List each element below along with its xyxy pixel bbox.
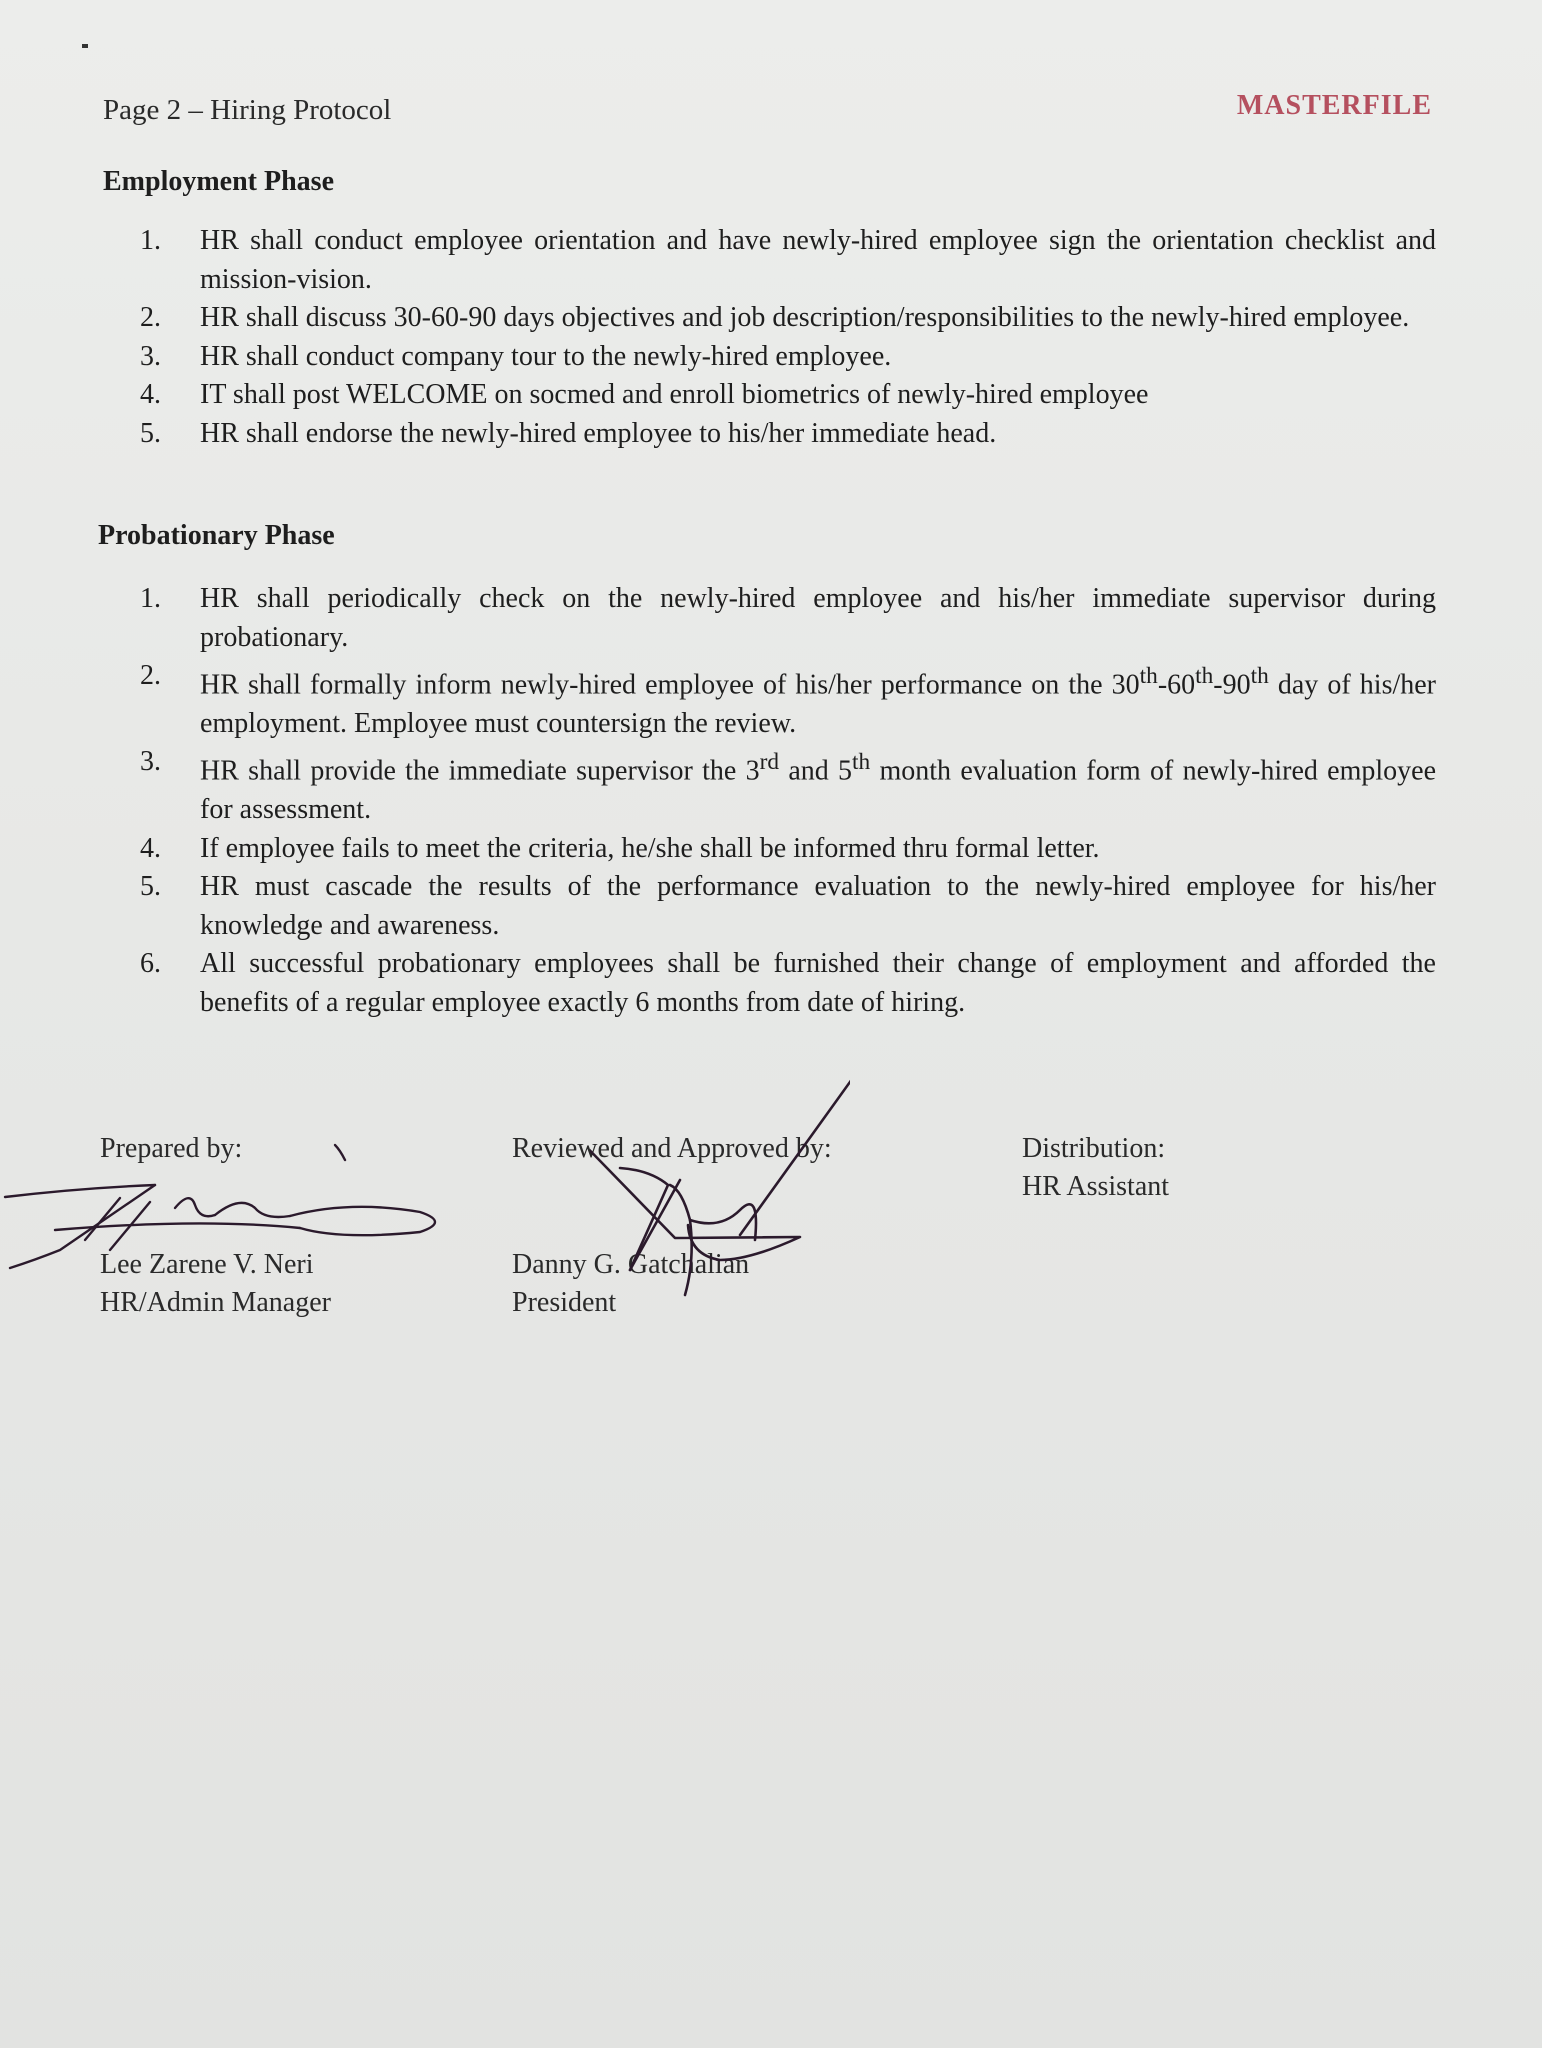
employment-phase-list	[140, 222, 1436, 453]
ordinal-suffix: th	[1139, 663, 1158, 689]
list-item	[140, 657, 1436, 743]
step-number: 1.	[140, 583, 161, 614]
signature-stroke	[5, 1185, 155, 1197]
step-text-part: day of his/her employment. Employee must countersign the review.	[200, 669, 1436, 739]
list-item	[140, 299, 1436, 338]
list-item	[140, 415, 1436, 454]
approver-signature	[590, 1060, 850, 1360]
step-text: HR must cascade the results of the performance evaluation to the newly-hired employee for his/her knowledge and awareness.	[200, 871, 1436, 941]
step-number: 3.	[140, 340, 161, 372]
list-item	[140, 945, 1436, 1022]
step-number: 1.	[140, 225, 161, 256]
step-number: 2.	[140, 302, 161, 333]
step-text: HR shall discuss 30-60-90 days objectives and job description/responsibilities to the newly-hired employee.	[200, 302, 1410, 333]
approver-name: Danny G. Gatchalian	[512, 1249, 750, 1280]
signature-stroke	[670, 1185, 692, 1295]
step-text-part: HR shall formally inform newly-hired employee of his/her performance on the 30	[200, 669, 1140, 701]
step-text: HR shall conduct company tour to the newly-hired employee.	[200, 340, 892, 372]
page-header-label: Page 2 – Hiring Protocol	[103, 94, 392, 126]
list-item	[140, 743, 1436, 829]
step-text-part: -60	[1157, 669, 1196, 701]
signature-stroke	[690, 1204, 756, 1240]
signature-stroke	[215, 1203, 290, 1217]
step-text-part: -90	[1213, 669, 1251, 701]
step-text: All successful probationary employees shall be furnished their change of employment and afforded the benefits of a regular employee exactly 6 months from date of hiring.	[200, 948, 1436, 1018]
signature-stroke	[620, 1168, 668, 1270]
stray-ink-mark	[82, 44, 88, 48]
preparer-name: Lee Zarene V. Neri	[100, 1249, 314, 1280]
employment-phase-title: Employment Phase	[103, 166, 334, 197]
list-item	[140, 338, 1436, 377]
ordinal-suffix: rd	[759, 749, 780, 776]
step-number: 3.	[140, 746, 161, 778]
step-text	[200, 657, 1436, 743]
preparer-position: HR/Admin Manager	[100, 1287, 331, 1318]
step-text: HR shall endorse the newly-hired employee to his/her immediate head.	[200, 417, 997, 449]
signature-stroke	[630, 1180, 680, 1270]
list-item	[140, 830, 1436, 869]
ordinal-suffix: th	[1195, 663, 1214, 689]
signature-stroke	[335, 1145, 345, 1160]
step-text	[200, 743, 1436, 829]
step-text: HR shall periodically check on the newly-hired employee and his/her immediate supervisor during probationary.	[200, 583, 1436, 653]
masterfile-stamp: MASTERFILE	[1236, 90, 1432, 121]
step-number: 5.	[140, 871, 161, 903]
approver-position: President	[512, 1287, 617, 1318]
signature-stroke	[85, 1198, 120, 1240]
signature-stroke	[740, 1075, 850, 1235]
ordinal-suffix: th	[852, 749, 871, 776]
step-number: 5.	[140, 417, 161, 449]
step-text: HR shall conduct employee orientation and have newly-hired employee sign the orientation checklist and mission-vision.	[200, 225, 1436, 295]
step-number: 6.	[140, 948, 161, 980]
distribution-heading: Distribution:	[1022, 1133, 1166, 1164]
reviewed-by-heading: Reviewed and Approved by:	[512, 1133, 832, 1164]
distribution-block	[1022, 1130, 1169, 1206]
step-text-part: and 5	[779, 755, 853, 787]
probationary-phase-title: Probationary Phase	[98, 520, 335, 551]
signature-stroke	[10, 1185, 155, 1268]
step-text: If employee fails to meet the criteria, he/she shall be informed thru formal letter.	[200, 832, 1100, 864]
list-item	[140, 376, 1436, 415]
list-item	[140, 222, 1436, 299]
ordinal-suffix: th	[1250, 663, 1269, 689]
preparer-signature	[0, 1120, 460, 1270]
list-item	[140, 868, 1436, 945]
step-text-part: HR shall provide the immediate supervisor the 3	[200, 755, 760, 787]
signature-stroke	[175, 1198, 215, 1216]
list-item	[140, 580, 1436, 657]
prepared-by-heading: Prepared by:	[100, 1133, 243, 1164]
step-text-part: month evaluation form of newly-hired employee for assessment.	[200, 755, 1436, 826]
step-number: 4.	[140, 832, 161, 864]
probationary-phase-list	[140, 580, 1436, 1022]
step-text: IT shall post WELCOME on socmed and enroll biometrics of newly-hired employee	[200, 379, 1149, 410]
step-number: 4.	[140, 379, 161, 410]
signature-stroke	[290, 1207, 435, 1235]
distribution-recipient: HR Assistant	[1022, 1171, 1170, 1202]
step-number: 2.	[140, 660, 161, 691]
